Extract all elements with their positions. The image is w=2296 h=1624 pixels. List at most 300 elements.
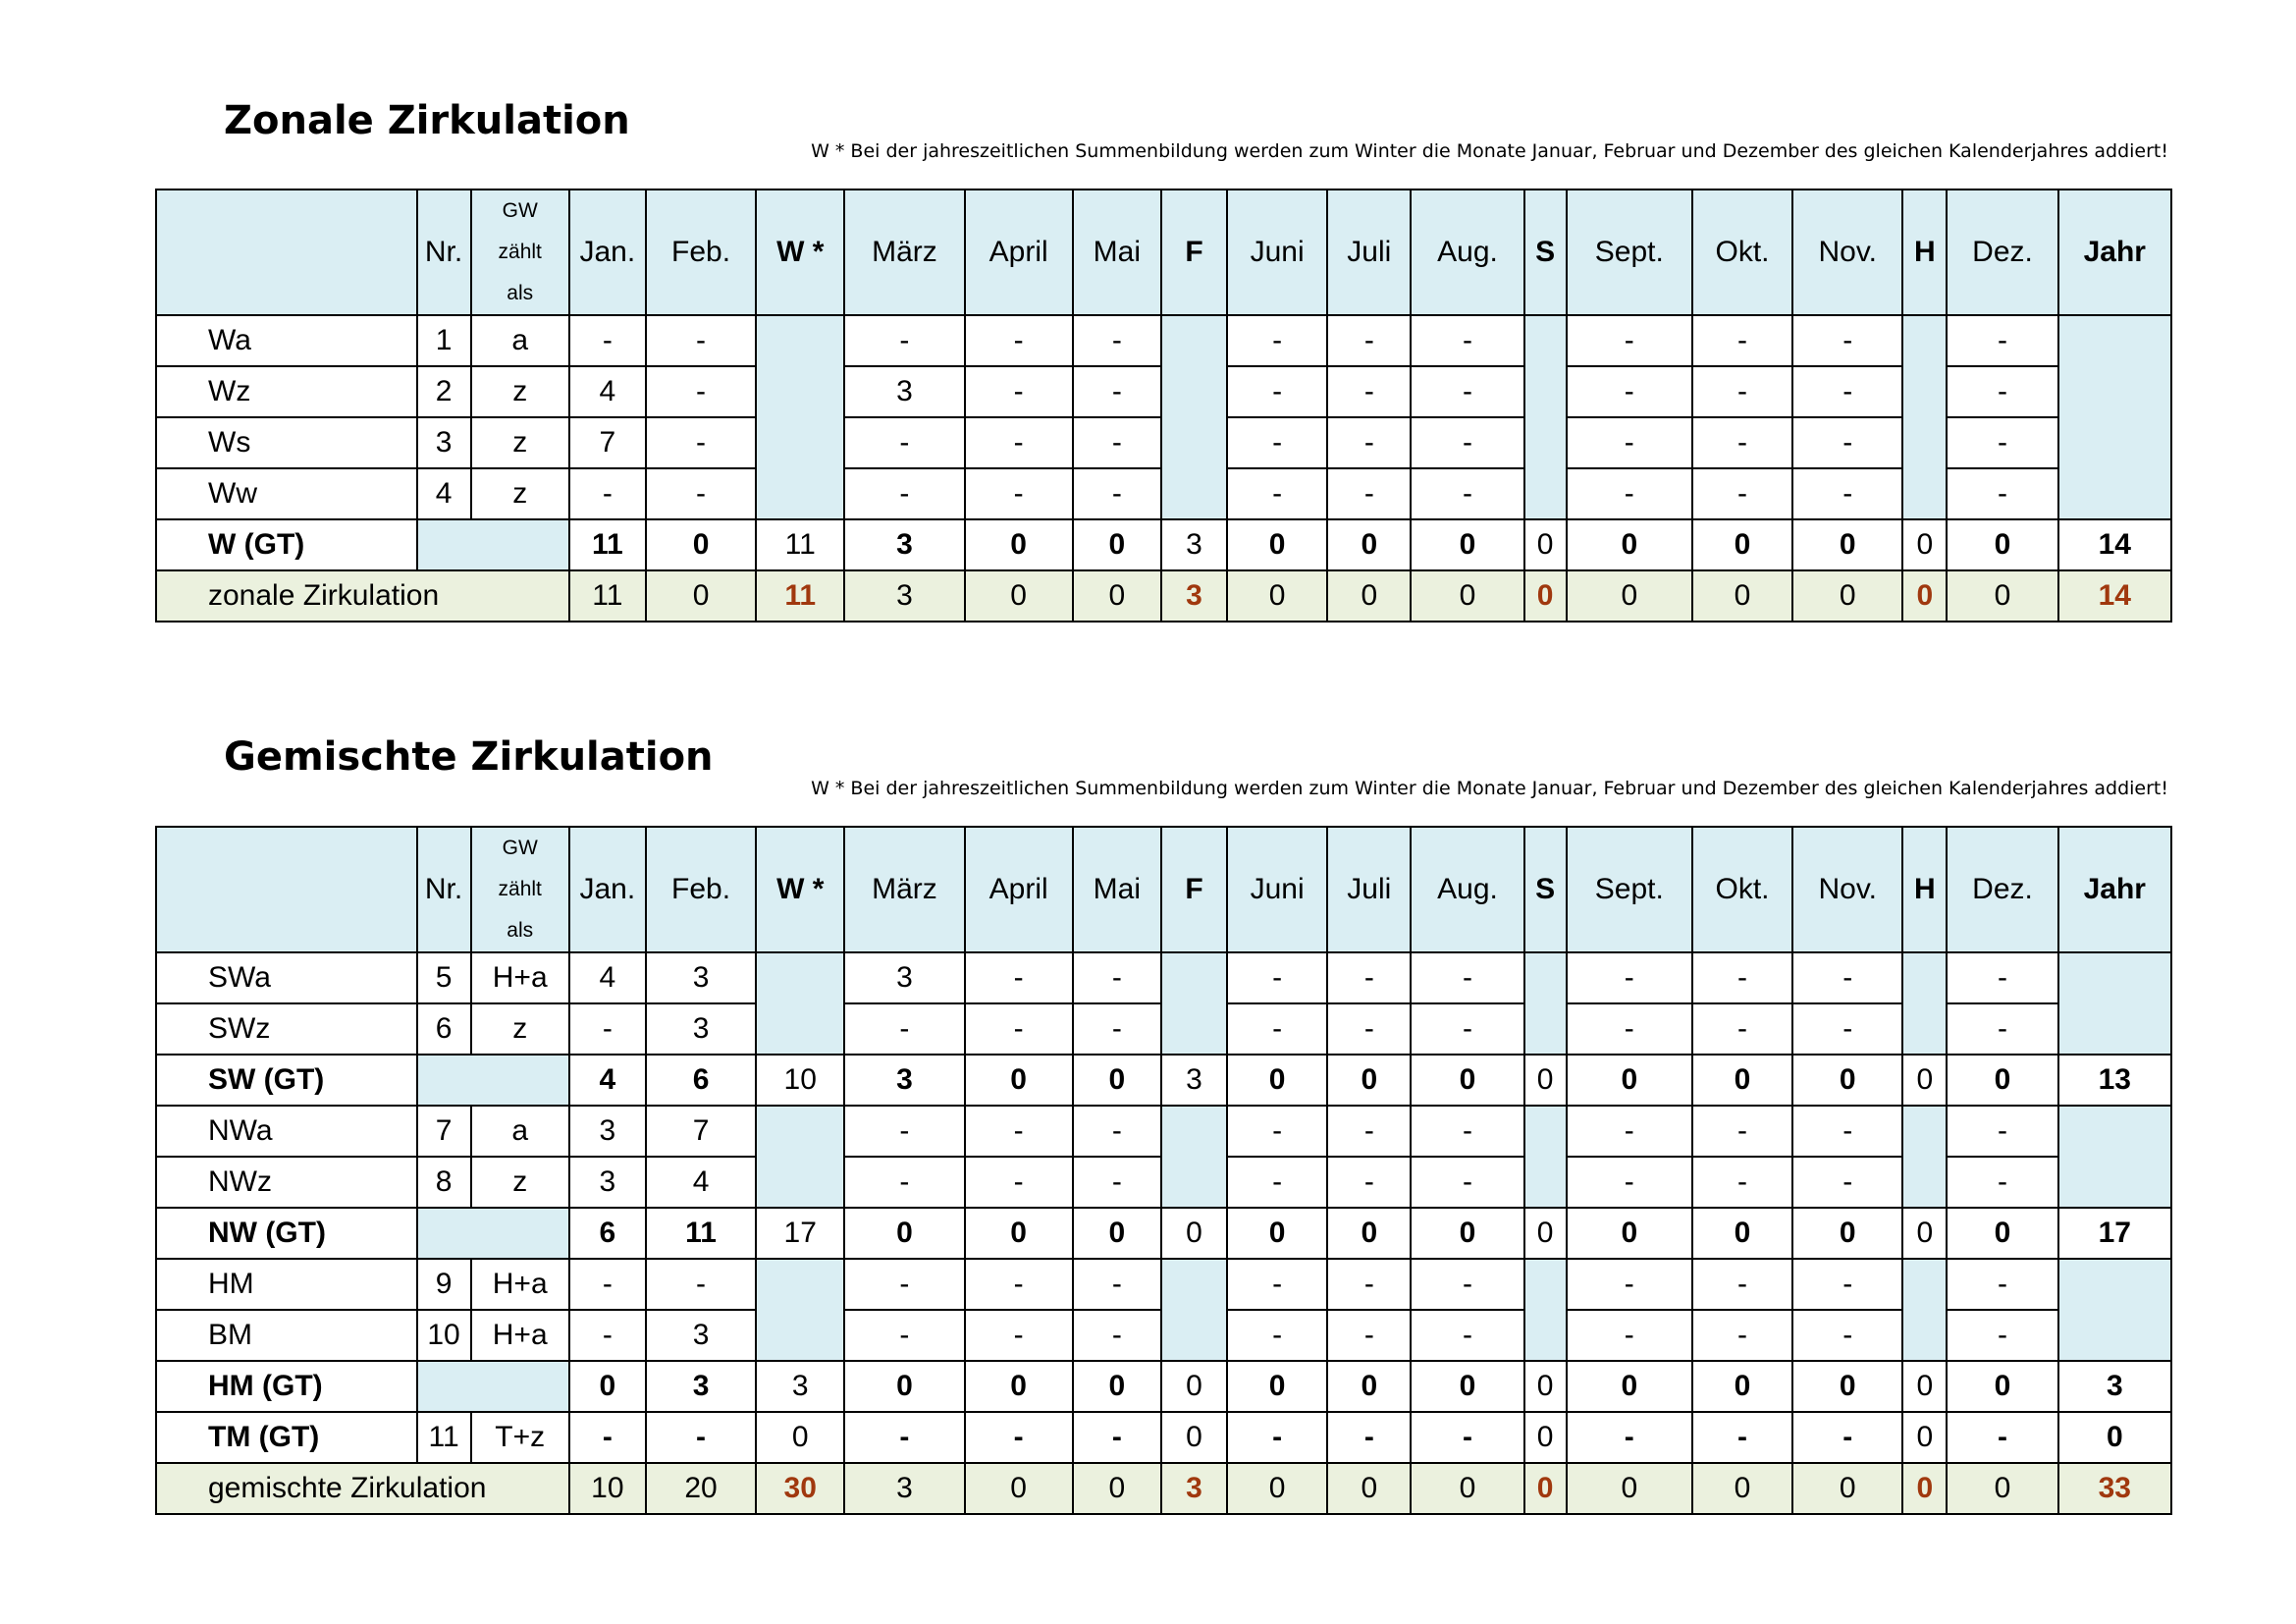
month-cell: 4	[646, 1157, 756, 1208]
month-total: 0	[1411, 1463, 1523, 1514]
column-header: April	[965, 189, 1073, 315]
column-header: Feb.	[646, 827, 756, 952]
month-cell: -	[1692, 468, 1792, 519]
month-cell: -	[569, 468, 646, 519]
month-sum: 0	[1227, 1055, 1327, 1106]
month-cell: -	[1227, 1106, 1327, 1157]
month-sum: -	[965, 1412, 1073, 1463]
month-cell: -	[965, 1157, 1073, 1208]
zonal-title: Zonale Zirkulation	[224, 98, 630, 143]
month-total: 0	[1792, 570, 1902, 622]
row-nr: 7	[417, 1106, 471, 1157]
row-nr: 11	[417, 1412, 471, 1463]
column-header: Dez.	[1947, 827, 2057, 952]
month-cell: -	[646, 366, 756, 417]
month-cell: -	[965, 1106, 1073, 1157]
month-cell: -	[1792, 1259, 1902, 1310]
month-total: 0	[1567, 570, 1692, 622]
group-total-row	[156, 1361, 2171, 1412]
month-cell: -	[1073, 1157, 1161, 1208]
month-cell: -	[1947, 468, 2057, 519]
month-sum: 3	[844, 519, 964, 570]
month-sum: 6	[569, 1208, 646, 1259]
column-header-gw	[471, 827, 569, 952]
month-cell: -	[1947, 1106, 2057, 1157]
month-cell: -	[1073, 1259, 1161, 1310]
column-header: Aug.	[1411, 827, 1523, 952]
month-cell: -	[965, 1310, 1073, 1361]
month-cell: -	[1227, 1259, 1327, 1310]
header-blank	[156, 827, 417, 952]
season-sum: 3	[1161, 519, 1227, 570]
month-cell: -	[1411, 366, 1523, 417]
row-nr: 2	[417, 366, 471, 417]
month-sum: -	[569, 1412, 646, 1463]
season-blank	[1524, 315, 1567, 519]
row-gw: H+a	[471, 1259, 569, 1310]
month-total: 0	[1227, 1463, 1327, 1514]
month-cell: 4	[569, 366, 646, 417]
month-cell: -	[1327, 1106, 1411, 1157]
month-cell: -	[1792, 468, 1902, 519]
month-sum: 0	[1411, 1208, 1523, 1259]
month-cell: -	[1073, 952, 1161, 1003]
month-cell: -	[844, 1106, 964, 1157]
season-blank	[1161, 1106, 1227, 1208]
month-sum: 4	[569, 1055, 646, 1106]
month-sum: 0	[965, 1055, 1073, 1106]
month-cell: -	[1327, 1310, 1411, 1361]
month-cell: -	[1327, 1157, 1411, 1208]
month-sum: 0	[965, 1208, 1073, 1259]
column-header: Juni	[1227, 827, 1327, 952]
month-cell: -	[1692, 417, 1792, 468]
month-sum: -	[646, 1412, 756, 1463]
row-label: HM (GT)	[156, 1361, 417, 1412]
season-sum: 0	[1902, 1208, 1947, 1259]
column-header: Jan.	[569, 827, 646, 952]
month-cell: -	[1792, 1310, 1902, 1361]
month-total: 11	[569, 570, 646, 622]
row-label: W (GT)	[156, 519, 417, 570]
month-sum: 0	[965, 1361, 1073, 1412]
gt-blank	[417, 519, 569, 570]
row-gw: z	[471, 468, 569, 519]
column-header: W *	[756, 189, 844, 315]
month-cell: -	[1073, 366, 1161, 417]
month-sum: 0	[646, 519, 756, 570]
month-cell: -	[1411, 1310, 1523, 1361]
season-total: 3	[1161, 570, 1227, 622]
month-sum: 0	[1411, 1055, 1523, 1106]
month-cell: -	[1073, 315, 1161, 366]
month-total: 0	[965, 570, 1073, 622]
month-total: 0	[1411, 570, 1523, 622]
month-cell: -	[569, 315, 646, 366]
month-cell: -	[1567, 1003, 1692, 1055]
month-cell: -	[1227, 1157, 1327, 1208]
month-sum: 0	[844, 1361, 964, 1412]
month-cell: -	[1567, 952, 1692, 1003]
group-total-row	[156, 1208, 2171, 1259]
month-sum: 0	[1792, 1361, 1902, 1412]
column-header: W *	[756, 827, 844, 952]
month-cell: -	[646, 315, 756, 366]
circulation-total-row	[156, 1463, 2171, 1514]
month-total: 0	[1947, 570, 2057, 622]
row-label: Wz	[156, 366, 417, 417]
month-cell: -	[1227, 952, 1327, 1003]
row-gw: a	[471, 315, 569, 366]
month-sum: -	[1073, 1412, 1161, 1463]
month-total: 3	[844, 1463, 964, 1514]
row-label: zonale Zirkulation	[156, 570, 569, 622]
month-cell: -	[844, 315, 964, 366]
gt-blank	[417, 1055, 569, 1106]
month-sum: 11	[569, 519, 646, 570]
month-sum: 0	[1227, 519, 1327, 570]
row-label: NWa	[156, 1106, 417, 1157]
month-sum: 0	[1947, 1361, 2057, 1412]
header-row	[156, 827, 2171, 952]
season-sum: 10	[756, 1055, 844, 1106]
month-sum: 0	[1567, 519, 1692, 570]
column-header: Aug.	[1411, 189, 1523, 315]
gw-header-line: GW	[502, 199, 538, 222]
row-gw: z	[471, 366, 569, 417]
month-cell: -	[1227, 366, 1327, 417]
column-header: Juli	[1327, 827, 1411, 952]
month-cell: -	[1073, 1003, 1161, 1055]
column-header: Jahr	[2058, 827, 2171, 952]
month-cell: -	[1792, 1157, 1902, 1208]
row-nr: 5	[417, 952, 471, 1003]
row-label: Wa	[156, 315, 417, 366]
month-cell: -	[1411, 1106, 1523, 1157]
season-sum: 0	[756, 1412, 844, 1463]
gw-header-line: GW	[502, 837, 538, 859]
month-cell: -	[1327, 315, 1411, 366]
month-sum: 11	[646, 1208, 756, 1259]
month-total: 0	[1073, 570, 1161, 622]
header-row	[156, 189, 2171, 315]
month-cell: 3	[569, 1106, 646, 1157]
season-sum: 0	[1524, 519, 1567, 570]
season-blank	[1524, 1259, 1567, 1361]
table-row	[156, 952, 2171, 1003]
month-cell: -	[1327, 417, 1411, 468]
month-cell: -	[844, 1157, 964, 1208]
gt-blank	[417, 1208, 569, 1259]
month-cell: -	[1792, 366, 1902, 417]
row-gw: H+a	[471, 1310, 569, 1361]
row-label: HM	[156, 1259, 417, 1310]
month-sum: 0	[1411, 519, 1523, 570]
month-cell: -	[1411, 468, 1523, 519]
column-header: F	[1161, 189, 1227, 315]
column-header: Mai	[1073, 189, 1161, 315]
zonal-table	[155, 189, 2172, 623]
winter-note: W * Bei der jahreszeitlichen Summenbildung werden zum Winter die Monate Januar, Februar und Dezember des gleichen Kalenderjahres addiert!	[811, 140, 2168, 162]
month-sum: 0	[1073, 1208, 1161, 1259]
column-header: Jahr	[2058, 189, 2171, 315]
month-cell: -	[1567, 1157, 1692, 1208]
month-sum: 0	[1792, 1208, 1902, 1259]
month-sum: 0	[1692, 1361, 1792, 1412]
month-sum: 0	[1073, 519, 1161, 570]
row-label: SWa	[156, 952, 417, 1003]
row-gw: z	[471, 417, 569, 468]
row-nr: 1	[417, 315, 471, 366]
column-header: März	[844, 189, 964, 315]
season-sum: 0	[1524, 1412, 1567, 1463]
month-cell: -	[1692, 1106, 1792, 1157]
year-blank	[2058, 1106, 2171, 1208]
gw-header-line: als	[507, 282, 534, 304]
month-cell: -	[646, 468, 756, 519]
month-cell: -	[965, 1259, 1073, 1310]
month-total: 0	[1327, 1463, 1411, 1514]
month-cell: -	[1567, 315, 1692, 366]
column-header-gw	[471, 189, 569, 315]
month-cell: -	[1947, 1157, 2057, 1208]
month-cell: -	[1692, 1310, 1792, 1361]
year-blank	[2058, 952, 2171, 1055]
column-header: Juni	[1227, 189, 1327, 315]
season-blank	[1161, 315, 1227, 519]
month-cell: -	[1947, 952, 2057, 1003]
month-cell: -	[1327, 1003, 1411, 1055]
row-gw: z	[471, 1003, 569, 1055]
month-sum: -	[1947, 1412, 2057, 1463]
season-sum: 0	[1161, 1412, 1227, 1463]
gw-header-line: zählt	[498, 241, 542, 263]
month-cell: -	[1692, 952, 1792, 1003]
row-nr: 3	[417, 417, 471, 468]
month-cell: -	[1073, 1310, 1161, 1361]
month-cell: -	[1567, 366, 1692, 417]
row-gw: a	[471, 1106, 569, 1157]
row-label: Ws	[156, 417, 417, 468]
month-sum: 0	[1567, 1055, 1692, 1106]
season-total: 14	[2058, 570, 2171, 622]
month-sum: 0	[1411, 1361, 1523, 1412]
month-sum: 0	[1327, 1208, 1411, 1259]
month-sum: 0	[1692, 1208, 1792, 1259]
column-header: Nov.	[1792, 827, 1902, 952]
month-sum: 3	[646, 1361, 756, 1412]
column-header-nr: Nr.	[417, 189, 471, 315]
month-sum: -	[1792, 1412, 1902, 1463]
month-cell: -	[1327, 1259, 1411, 1310]
season-blank	[756, 1259, 844, 1361]
month-sum: 0	[1073, 1361, 1161, 1412]
column-header: Mai	[1073, 827, 1161, 952]
column-header: Okt.	[1692, 189, 1792, 315]
season-blank	[756, 315, 844, 519]
season-blank	[1902, 1259, 1947, 1361]
month-total: 10	[569, 1463, 646, 1514]
month-cell: -	[569, 1259, 646, 1310]
month-cell: 3	[844, 952, 964, 1003]
month-cell: 3	[646, 1003, 756, 1055]
month-total: 20	[646, 1463, 756, 1514]
month-cell: -	[1692, 315, 1792, 366]
row-nr: 4	[417, 468, 471, 519]
month-sum: 0	[1692, 519, 1792, 570]
month-sum: -	[1567, 1412, 1692, 1463]
month-cell: -	[1692, 366, 1792, 417]
month-cell: -	[1073, 468, 1161, 519]
month-sum: 0	[1227, 1361, 1327, 1412]
month-cell: -	[1327, 366, 1411, 417]
month-cell: -	[1073, 417, 1161, 468]
table-row	[156, 315, 2171, 366]
month-cell: -	[1327, 468, 1411, 519]
month-cell: -	[1227, 417, 1327, 468]
month-sum: 3	[844, 1055, 964, 1106]
month-cell: -	[1327, 952, 1411, 1003]
row-label: SWz	[156, 1003, 417, 1055]
season-sum: 0	[1902, 1055, 1947, 1106]
column-header: Sept.	[1567, 189, 1692, 315]
month-cell: -	[1227, 315, 1327, 366]
month-cell: -	[965, 417, 1073, 468]
month-sum: 6	[646, 1055, 756, 1106]
season-sum: 0	[1161, 1208, 1227, 1259]
month-cell: -	[1411, 1003, 1523, 1055]
month-cell: 3	[646, 952, 756, 1003]
month-sum: 0	[569, 1361, 646, 1412]
season-sum: 0	[1902, 1412, 1947, 1463]
month-cell: -	[1411, 417, 1523, 468]
season-total: 30	[756, 1463, 844, 1514]
row-label: SW (GT)	[156, 1055, 417, 1106]
row-gw: H+a	[471, 952, 569, 1003]
month-cell: -	[646, 417, 756, 468]
season-blank	[1524, 1106, 1567, 1208]
month-cell: -	[1692, 1003, 1792, 1055]
header-blank	[156, 189, 417, 315]
year-blank	[2058, 315, 2171, 519]
season-sum: 0	[1524, 1055, 1567, 1106]
season-total: 0	[1524, 570, 1567, 622]
season-blank	[1524, 952, 1567, 1055]
month-sum: -	[1327, 1412, 1411, 1463]
month-cell: -	[965, 468, 1073, 519]
group-total-row	[156, 1055, 2171, 1106]
month-total: 0	[1692, 570, 1792, 622]
month-cell: -	[844, 1310, 964, 1361]
column-header-nr: Nr.	[417, 827, 471, 952]
month-cell: -	[569, 1310, 646, 1361]
season-total: 0	[1902, 570, 1947, 622]
group-total-row	[156, 519, 2171, 570]
column-header: Okt.	[1692, 827, 1792, 952]
month-cell: -	[844, 468, 964, 519]
column-header: April	[965, 827, 1073, 952]
season-sum: 11	[756, 519, 844, 570]
month-cell: -	[844, 417, 964, 468]
column-header: Sept.	[1567, 827, 1692, 952]
month-cell: -	[1227, 1003, 1327, 1055]
month-cell: -	[1947, 417, 2057, 468]
gt-blank	[417, 1361, 569, 1412]
column-header: März	[844, 827, 964, 952]
season-sum: 0	[1524, 1208, 1567, 1259]
month-sum: 0	[1327, 519, 1411, 570]
month-sum: 0	[1567, 1361, 1692, 1412]
month-cell: -	[1411, 952, 1523, 1003]
season-sum: 3	[756, 1361, 844, 1412]
month-cell: 3	[844, 366, 964, 417]
month-cell: -	[1792, 417, 1902, 468]
month-total: 0	[965, 1463, 1073, 1514]
column-header: Nov.	[1792, 189, 1902, 315]
season-sum: 0	[1902, 519, 1947, 570]
month-cell: -	[569, 1003, 646, 1055]
month-cell: -	[1567, 1106, 1692, 1157]
month-cell: -	[1792, 952, 1902, 1003]
month-sum: -	[1227, 1412, 1327, 1463]
month-sum: 0	[1567, 1208, 1692, 1259]
month-cell: -	[1411, 1157, 1523, 1208]
month-sum: 0	[1327, 1361, 1411, 1412]
table-row	[156, 1259, 2171, 1310]
month-cell: -	[1947, 1259, 2057, 1310]
month-cell: 3	[646, 1310, 756, 1361]
month-sum: -	[1692, 1412, 1792, 1463]
month-cell: -	[1073, 1106, 1161, 1157]
month-cell: -	[1567, 1259, 1692, 1310]
row-label: NW (GT)	[156, 1208, 417, 1259]
month-total: 0	[1792, 1463, 1902, 1514]
winter-note: W * Bei der jahreszeitlichen Summenbildung werden zum Winter die Monate Januar, Februar und Dezember des gleichen Kalenderjahres addiert!	[811, 778, 2168, 799]
season-blank	[1161, 1259, 1227, 1361]
month-total: 0	[1327, 570, 1411, 622]
season-blank	[756, 952, 844, 1055]
month-sum: 0	[1947, 519, 2057, 570]
month-cell: -	[965, 315, 1073, 366]
column-header: Juli	[1327, 189, 1411, 315]
season-sum: 0	[1161, 1361, 1227, 1412]
month-sum: -	[844, 1412, 964, 1463]
season-total: 11	[756, 570, 844, 622]
month-sum: 0	[1947, 1055, 2057, 1106]
month-cell: 4	[569, 952, 646, 1003]
column-header: H	[1902, 189, 1947, 315]
month-sum: 0	[844, 1208, 964, 1259]
month-cell: -	[1947, 366, 2057, 417]
month-total: 0	[1947, 1463, 2057, 1514]
month-sum: 0	[1327, 1055, 1411, 1106]
month-cell: -	[1227, 468, 1327, 519]
month-sum: 0	[1792, 519, 1902, 570]
month-total: 0	[1227, 570, 1327, 622]
group-total-row	[156, 1412, 2171, 1463]
season-blank	[1902, 952, 1947, 1055]
month-sum: -	[1411, 1412, 1523, 1463]
month-cell: -	[1567, 1310, 1692, 1361]
month-cell: -	[1947, 315, 2057, 366]
month-cell: -	[1947, 1310, 2057, 1361]
season-blank	[1902, 315, 1947, 519]
month-sum: 0	[1947, 1208, 2057, 1259]
month-cell: -	[1947, 1003, 2057, 1055]
column-header: Feb.	[646, 189, 756, 315]
season-sum: 0	[1902, 1361, 1947, 1412]
month-cell: -	[1692, 1259, 1792, 1310]
